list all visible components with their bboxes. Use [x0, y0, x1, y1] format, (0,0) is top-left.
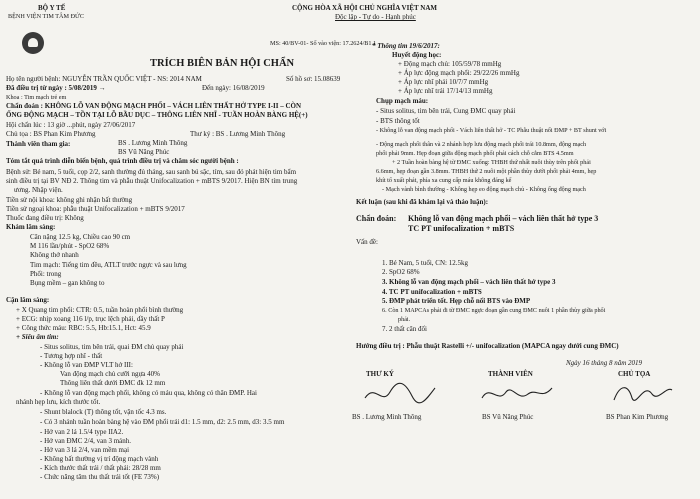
issue-4: 4. TC PT unifocalization + mBTS [382, 288, 482, 296]
issue-7: 7. 2 thất cân đối [382, 325, 427, 333]
record-number: Số hồ sơ: 15.08639 [286, 75, 341, 83]
echo-line-6: - Không lỗ van động mạch phổi, không có máu qua, không có thân ĐMP. Hai [40, 389, 257, 397]
angiography-heading: Chụp mạch máu: [376, 97, 429, 105]
signing-date: Ngày 16 tháng 8 năm 2019 [566, 359, 643, 367]
angio-line-2: - BTS thông tốt [376, 117, 420, 125]
issue-2: 2. SpO2 68% [382, 268, 420, 276]
chair-title: CHỦ TỌA [618, 370, 651, 378]
ministry-name: BỘ Y TẾ [38, 4, 66, 12]
chair-name: BS Phan Kim Phương [606, 413, 669, 421]
member-title: THÀNH VIÊN [488, 370, 533, 378]
chair-signature-icon [608, 378, 678, 408]
treatment-plan: Hướng điều trị : Phẫu thuật Rastelli +/- unifocalization (MAPCA ngay dưới cung ĐMC) [356, 342, 619, 350]
issues-heading: Vấn đề: [356, 238, 378, 246]
issue-6-cont: phải. [398, 316, 411, 323]
final-diagnosis-label: Chẩn đoán: [356, 214, 397, 223]
final-diagnosis-2: TC PT unifocalization + mBTS [408, 224, 515, 233]
patient-name: Họ tên người bệnh: NGUYỄN TRẦN QUỐC VIỆT - NS: 2014 NAM [6, 75, 202, 83]
angio-line-4: - Động mạch phổi thân và 2 nhánh hợp lưu động mạch phổi trái 10.8mm, động mạch [376, 141, 587, 148]
xray-result: + X Quang tim phổi: CTR: 0.5, tuần hoàn phổi bình thường [16, 306, 184, 314]
echo-heading: + Siêu âm tim: [16, 333, 59, 341]
final-diagnosis-1: Không lỗ van động mạch phổi – vách liên thất hở type 3 [408, 214, 599, 223]
diagnosis-line-1: Chẩn đoán : KHÔNG LỖ VAN ĐỘNG MẠCH PHỔI – VÁCH LIÊN THẤT HỞ TYPE I-II – CÒN [6, 102, 302, 110]
members-label: Thành viên tham gia: [6, 140, 71, 148]
echo-line-12: - Hở van 3 lá 2/4, van mềm mại [40, 446, 130, 454]
history-line-3: ương. Nhập viện. [14, 186, 63, 194]
echo-line-5: Thông liên thất dưới ĐMC đk 12 mm [60, 379, 166, 387]
echo-line-14: - Kích thước thất trái / thất phải: 28/28 mm [40, 464, 161, 472]
secretary-name: BS . Lương Minh Thông [352, 413, 422, 421]
angio-line-9: - Mạch vành bình thường - Không hẹp eo động mạch chủ - Không ống động mạch [382, 186, 586, 193]
pulse-spo2: M 116 lần/phút - SpO2 68% [30, 242, 110, 250]
diagnosis-line-2: ỐNG ĐỘNG MẠCH – TỒN TẠI LỖ BẦU DỤC – THÔNG LIÊN NHĨ - TUẦN HOÀN BÀNG HỆ(+) [6, 111, 308, 119]
echo-line-4: Van động mạch chủ cưỡi ngựa 40% [60, 370, 160, 378]
document-title: TRÍCH BIÊN BẢN HỘI CHẨN [150, 58, 295, 69]
surgical-history: Tiền sử ngoại khoa: phẫu thuật Unifocalization + mBTS 9/2017 [6, 205, 185, 213]
echo-line-3: - Không lỗ van ĐMP VLT hở III: [40, 361, 133, 369]
history-line-1: Bệnh sử: Bé nam, 5 tuổi, cọp 2/2, sanh thường đủ tháng, sau sanh bú sặc, tím, sau đó phát hiện tim bẩm [6, 168, 297, 176]
angio-line-8: khít tổ xuất phát, phía xa cung cấp máu không đáng kể [376, 177, 512, 184]
hospital-name: BỆNH VIỆN TIM TÂM ĐỨC [8, 13, 84, 20]
clinical-exam-heading: Khám lâm sàng: [6, 223, 56, 231]
secretary-title: THƯ KÝ [366, 370, 394, 378]
member-name: BS Vũ Năng Phúc [482, 413, 534, 421]
hemodynamics-heading: Huyết động học: [392, 51, 442, 59]
angio-line-3: - Không lỗ van động mạch phổi - Vách liên thất hở - TC Phẫu thuật nối ĐMP + BT shunt với [376, 127, 607, 134]
consult-time: Hội chẩn lúc : 13 giờ ...phút, ngày 27/06/2017 [6, 121, 136, 129]
echo-line-9: - Có 3 nhánh tuần hoàn bàng hệ vào ĐM phổi trái d1: 1.5 mm, d2: 2.5 mm, d3: 3.5 mm [40, 418, 285, 426]
lung-exam: Phổi: trong [30, 270, 62, 278]
member-signature-icon [478, 380, 558, 408]
form-number: MS: 40/BV-01- Số vào viện: 17.2624/B1.1 [270, 40, 377, 47]
blood-count: + Công thức máu: RBC: 5.5, Hb:15.1, Hct: 45.9 [16, 324, 151, 332]
la-pressure: + Áp lực nhĩ trái 17/14/13 mmHg [398, 87, 493, 95]
cardiac-exam: Tim mạch: Tiếng tim đều, ATLT trước ngực và sau lưng [30, 261, 187, 269]
issue-1: 1. Bé Nam, 5 tuổi, CN: 12.5kg [382, 259, 468, 267]
angio-line-7: 6.6mm, hẹp đoạn gần 3.8mm. THBH thứ 2 nuôi một phần thùy dưới phổi phải 4mm, hẹp [376, 168, 597, 175]
member-1: BS . Lương Minh Thông [118, 139, 188, 147]
member-2: BS Vũ Năng Phúc [118, 148, 170, 156]
issue-5: 5. ĐMP phát triển tốt. Hẹp chỗ nối BTS vào ĐMP [382, 297, 531, 305]
aorta-pressure: + Động mạch chủ: 105/59/78 mmHg [398, 60, 502, 68]
internal-history: Tiền sử nội khoa: không ghi nhận bất thường [6, 196, 133, 204]
echo-line-1: - Situs solitus, tim bên trái, quai ĐM chủ quay phải [40, 343, 184, 351]
ecg-result: + ECG: nhịp xoang 116 l/p, trục lệch phải, dầy thất P [16, 315, 165, 323]
paraclinical-heading: Cận lâm sàng: [6, 296, 50, 304]
issue-3: 3. Không lỗ van động mạch phổi – vách liên thất hở type 3 [382, 278, 556, 286]
secretary: Thư ký : BS . Lương Minh Thông [190, 130, 286, 138]
history-line-2: sinh điều trị tại BV NĐ 2. Thông tim và phẫu thuật Unifocalization + mBTS 9/2017. Hiện BN tím trung [6, 177, 298, 185]
secretary-signature-icon [360, 378, 440, 408]
echo-line-11: - Hở van ĐMC 2/4, van 3 mảnh. [40, 437, 131, 445]
echo-line-8: - Shunt blalock (T) thông tốt, vận tốc 4.3 ms. [40, 408, 167, 416]
cath-heading: * Thông tim 19/6/2017: [372, 42, 440, 50]
angio-line-5: phổi phải 9mm. Hẹp đoạn giữa động mạch phổi phải cách chỗ cắm BTS 4.5mm [376, 150, 574, 157]
echo-line-13: - Không bất thường vị trí động mạch vành [40, 455, 159, 463]
angio-line-6: + 2 Tuần hoàn bàng hệ từ ĐMC xuống: THBH thứ nhất nuôi thùy trên phổi phải [392, 159, 591, 166]
treatment-from: Đã điều trị từ ngày : 5/08/2019 → [6, 84, 106, 92]
abdomen-exam: Bụng mềm – gan không to [30, 279, 105, 287]
echo-line-7: nhánh hẹp lưu, kích thước tốt. [16, 398, 101, 406]
hospital-logo-icon [22, 32, 44, 54]
weight-height: Cân nặng 12.5 kg, Chiều cao 90 cm [30, 233, 131, 241]
treatment-to: Đến ngày: 16/08/2019 [202, 84, 265, 92]
conclusion-heading: Kết luận (sau khi đã khám lại và thảo luận): [356, 198, 489, 206]
current-medication: Thuốc đang điều trị: Không [6, 214, 84, 222]
breathing: Không thở nhanh [30, 251, 79, 259]
echo-line-10: - Hở van 2 lá 1.5/4 type IIA2. [40, 428, 124, 436]
echo-line-2: - Tương hợp nhĩ - thất [40, 352, 103, 360]
summary-heading: Tóm tắt quá trình diễn biến bệnh, quá trình điều trị và chăm sóc người bệnh : [6, 157, 239, 165]
ra-pressure: + Áp lực nhĩ phải 10/7/7 mmHg [398, 78, 489, 86]
nation-motto: Độc lập - Tự do - Hạnh phúc [335, 13, 416, 21]
issue-6: 6. Còn 1 MAPCAs phải đi từ ĐMC ngực đoạn gần cung ĐMC nuôi 1 phần thùy giữa phổi [382, 307, 606, 314]
department: Khoa : Tim mạch trẻ em [6, 94, 67, 101]
pa-pressure: + Áp lực động mạch phổi: 29/22/26 mmHg [398, 69, 520, 77]
echo-line-15: - Chức năng tâm thu thất trái tốt (FE 73%) [40, 473, 160, 481]
chair-person: Chủ tọa : BS Phan Kim Phương [6, 130, 96, 138]
nation-name: CỘNG HÒA XÃ HỘI CHỦ NGHĨA VIỆT NAM [292, 4, 438, 12]
angio-line-1: - Situs solitus, tim bên trái, Cung ĐMC quay phải [376, 107, 516, 115]
